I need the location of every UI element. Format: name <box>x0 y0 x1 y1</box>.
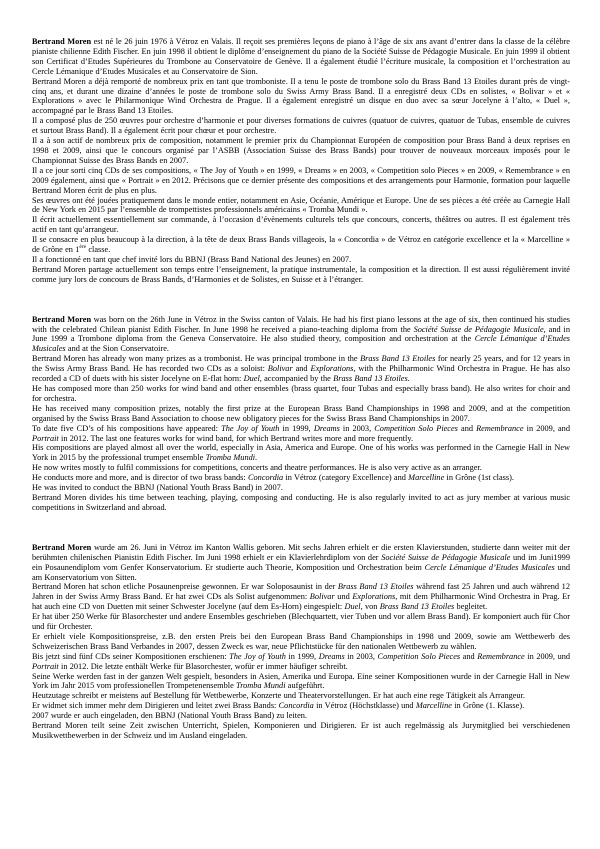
text-segment: He has composed more than 250 works for wind band and other ensembles (brass quartet, four Tubas and especially brass band). He also writes for choir and for orchestra. <box>32 384 570 403</box>
text-segment: was born on the 26th June in Vétroz in the Swiss canton of Valais. He had his first piano lessons at the age of six, then continued his studies with the celebrated Chilean pianist Edith Fischer. In June 1998 he received a piano-teaching diploma from the <box>32 314 570 334</box>
text-segment: und im Juni1999 ein Posaunendiplom vom Genfer Konservatorium. Er studierte auch Theorie, Komposition und Orchestration beim <box>32 552 570 572</box>
bio-paragraph <box>32 473 570 483</box>
bio-paragraph <box>32 612 570 632</box>
text-segment: 2007 wurde er auch eingeladen, den BBNJ (National Youth Brass Band) zu leiten. <box>32 711 307 721</box>
text-segment: Concordia <box>248 473 284 483</box>
text-segment: Portrait <box>32 433 59 443</box>
text-segment: and in June 1999 a Trombone diploma from the Geneva Conservatoire. He also studied theory, composition and orchestration at the <box>32 324 571 344</box>
text-segment: Portrait <box>32 661 59 671</box>
bio-paragraph <box>32 652 570 672</box>
text-segment: He has received many composition prizes, notably the first prize at the European Brass Band Championships in 1998 and 2009, and at the competition organised by the Swiss Brass Band Association to choose new obligatory pieces for the Swiss Brass Band Championships in 2007. <box>32 403 570 423</box>
text-segment: and <box>457 423 477 433</box>
text-segment: est né le 26 juin 1976 à Vétroz en Valais. Il reçoit ses premières leçons de piano à l’âge de six ans avant d’entrer dans la classe de la célèbre pianiste chilienne Edith Fischer. En juin 1998 il obtient le diplôme d’enseignement du piano de la Société Suisse de Pédagogie Musicale. En juin 1999 il obtient son Certificat d’Etudes Supérieures du Trombone au Conservatoire de Genève. Il a également étudié l’écriture musicale, la composition et l’orchestration au Cercle Lémanique d’Etudes Musicales et au Conservatoire de Sion. <box>32 37 570 76</box>
text-segment: wurde am 26. Juni in Vétroz im Kanton Wallis geboren. Mit sechs Jahren erhielt er die ersten Klavierstunden, studierte dann weiter mit der berühmten chilenischen Pianistin Edith Fischer. Im Juni 1998 erhielt er ein Klavierlehrdiplom von der <box>32 542 571 562</box>
text-segment: Il se consacre en plus beaucoup à la direction, à la tête de deux Brass Bands villageois, la « Concordia » de Vétroz en catégorie excellence et la « Marcelline » de Grône en 1 <box>32 235 570 255</box>
text-segment: He now writes mostly to fulfil commissions for competitions, concerts and theatre performances. He is also very active as an arranger. <box>32 463 482 473</box>
text-segment: Cercle Lémanique d’Etudes Musicales <box>424 562 555 572</box>
bio-paragraph <box>32 443 570 463</box>
text-segment: und am Konservatorium von Sitten. <box>32 562 570 582</box>
text-segment: for nearly 25 years, and for 12 years in the Swiss Army Brass Band. He has recorded two CDs as a soloist: <box>32 354 570 374</box>
text-segment: Société Suisse de Pédagogie Musicale <box>381 552 511 562</box>
text-segment: , von <box>360 602 380 612</box>
text-segment: and <box>292 364 311 374</box>
bio-section-english <box>32 315 570 513</box>
text-segment: Société Suisse de Pédagogie Musicale, <box>413 324 546 334</box>
text-segment: Ses œuvres ont été jouées pratiquement dans le monde entier, notamment en Asie, Océanie, Amérique et Europe. Une de ses pièces a été créée au Carnegie Hall de New York en 2015 par l’ensemble de trompettistes professionnels américains « Tromba Mundi ». <box>32 195 570 215</box>
bio-paragraph <box>32 215 570 235</box>
bio-paragraph <box>32 672 570 692</box>
bio-paragraph <box>32 315 570 355</box>
text-segment: Il a fonctionné en tant que chef invité lors du BBNJ (Brass Band National des Jeunes) en 2007. <box>32 254 352 264</box>
text-segment: Competition Solo Pieces <box>377 651 461 661</box>
text-segment: Marcelline <box>408 473 445 483</box>
text-segment: The Joy of Youth <box>229 651 286 661</box>
bio-paragraph <box>32 37 570 77</box>
person-name: Bertrand Moren <box>32 314 92 324</box>
text-segment: in Vétroz (category Excellence) and <box>283 473 409 483</box>
bio-paragraph <box>32 265 570 285</box>
text-segment: und <box>334 592 353 602</box>
text-segment: , accompanied by the <box>259 374 334 384</box>
text-segment: , with the Philharmonic Wind Orchestra in Prague. He has also recorded a CD of duets with his sister Jocelyne on E-flat horn: <box>32 364 571 384</box>
text-segment: . <box>255 453 258 463</box>
text-segment: He conducts more and more, and is director of two brass bands: <box>32 473 248 483</box>
text-segment: Il a à son actif de nombreux prix de composition, notamment le premier prix du Championnat Européen de composition pour Brass Band à deux reprises en 1998 et 2009, ainsi que le concours organisé par l’ASBB (Association Suisse des Brass Bands) pour trouver de nouveaux morceaux imposés pour le Championnat Suisse des Brass Bands en 2007. <box>32 136 570 165</box>
bio-paragraph <box>32 632 570 652</box>
text-segment: Bertrand Moren teilt seine Zeit zwischen Unterricht, Spielen, Komponieren und Dirigieren. Er ist auch regelmässig als Jurymitglied bei verschiedenen Musikwettbewerben in der Schweiz und im Ausland eingeladen. <box>32 721 570 740</box>
text-segment: His compositions are played almost all over the world, especially in Asia, America and Europe. One of his works was performed in the Carnegie Hall in New York in 2015 by the professional trumpet ensemble <box>32 443 570 463</box>
text-segment: begleitet. <box>454 602 488 612</box>
text-segment: Dreams <box>313 423 340 433</box>
text-segment: Explorations <box>310 364 354 374</box>
bio-paragraph <box>32 582 570 612</box>
text-segment: in 2012. Die letzte enthält Werke für Blasorchester, wofür er immer häufiger schreibt. <box>58 661 348 671</box>
bio-paragraph <box>32 463 570 473</box>
text-segment: in 2009, and <box>523 423 570 433</box>
text-segment: Bertrand Moren a déjà remporté de nombreux prix en tant que tromboniste. Il a tenu le poste de trombone solo du Brass Band 13 Etoiles durant près de vingt-cinq ans, et durant une dizaine d’années le poste de trombone solo du Swiss Army Brass Band. Il a enregistré deux CDs en solistes, « Bolivar » et « Explorations » avec le Philarmonique Wind Orchestra de Prague. Il a également enregistré un disque en duo avec sa sœur Jocelyne à l’alto, « Duel », accompagné par le Brass Band 13 Etoiles. <box>32 76 570 116</box>
text-segment: To date five CD’s of his compositions have appeared: <box>32 423 222 433</box>
text-segment: Er widmet sich immer mehr dem Dirigieren und leitet zwei Brass Bands: <box>32 701 279 711</box>
text-segment: aufgeführt. <box>285 681 325 691</box>
text-segment: in 2003, <box>339 423 375 433</box>
text-segment: Il a ce jour sorti cinq CDs de ses compositions, « The Joy of Youth » en 1999, « Dreams » en 2003, « Competition solo Pieces » en 2009, « Remembrance » en 2009 également, ainsi que « Portrait » en 2012. Précisons que ce dernier présente des compositions et des arrangements pour Harmonie, formation pour laquelle Bertrand Moren écrit de plus en plus. <box>32 165 570 195</box>
text-segment: Brass Band 13 Etoiles. <box>333 374 410 384</box>
text-segment: in 2009, und <box>524 651 571 661</box>
text-segment: Er hat über 250 Werke für Blasorchester und andere Ensembles geschrieben (Blechquartett, vier Tuben und vor allem Brass Band). Er komponiert auch für Chor und für Orchester. <box>32 612 570 632</box>
text-segment: Marcelline <box>415 701 452 711</box>
text-segment: in 2012. The last one features works for wind band, for which Bertrand writes more and more frequently. <box>58 433 414 443</box>
bio-section-german <box>32 543 570 741</box>
text-segment: Remembrance <box>477 651 525 661</box>
bio-paragraph <box>32 701 570 711</box>
text-segment: Brass Band 13 Etoiles <box>337 582 414 592</box>
bio-paragraph <box>32 354 570 384</box>
bio-paragraph <box>32 404 570 424</box>
text-segment: Cercle Lémanique d’Etudes Musicales <box>32 334 570 354</box>
text-segment: and at the Sion Conservatoire. <box>65 344 169 354</box>
text-segment: Dreams <box>318 651 345 661</box>
text-segment: in Vétroz (Höchstklasse) und <box>313 701 416 711</box>
text-segment: Bolivar <box>267 364 293 374</box>
bio-paragraph <box>32 543 570 583</box>
bio-paragraph <box>32 721 570 741</box>
text-segment: , mit dem Philharmonic Wind Orchestra in Prag. Er hat auch eine CD von Duetten mit seiner Schwester Jocelyne (auf dem Es-Horn) eingespielt: <box>32 592 570 612</box>
text-segment: Il écrit actuellement essentiellement sur commande, à l’occasion d’évènements culturels tels que concours, concerts, théâtres ou autres. Il est également très actif en tant qu’arrangeur. <box>32 215 570 235</box>
text-segment: Il a composé plus de 250 œuvres pour orchestre d’harmonie et pour diverses formations de cuivres (quatuor de cuivres, quatuor de Tubas, ensemble de cuivres et surtout Brass Band). Il a également écrit pour chœur et pour orchestre. <box>32 116 570 136</box>
text-segment: Heutzutage schreibt er meistens auf Bestellung für Wettbewerbe, Konzerte und Theatervorstellungen. Er hat auch eine rege Tätigkeit als Arrangeur. <box>32 691 525 701</box>
bio-paragraph <box>32 691 570 701</box>
bio-paragraph <box>32 384 570 404</box>
text-segment: Bis jetzt sind fünf CDs seiner Kompositionen erschienen: <box>32 651 230 661</box>
text-segment: He was invited to conduct the BBNJ (National Youth Brass Band) in 2007. <box>32 483 283 493</box>
text-segment: Bertrand Moren divides his time between teaching, playing, composing and conducting. He is also regularly invited to act as jury member at various music competitions in Switzerland and abroad. <box>32 492 570 512</box>
text-segment: in 2003, <box>344 651 378 661</box>
text-segment: in 1999, <box>285 651 319 661</box>
bio-paragraph <box>32 711 570 721</box>
document-text <box>32 37 570 741</box>
bio-paragraph <box>32 235 570 255</box>
text-segment: Bertrand Moren has already won many prizes as a trombonist. He was principal trombone in the <box>32 354 361 364</box>
person-name: Bertrand Moren <box>32 37 92 46</box>
text-segment: Explorations <box>352 592 396 602</box>
text-segment: in Grône (1st class). <box>444 473 514 483</box>
person-name: Bertrand Moren <box>32 542 92 552</box>
text-segment: Competition Solo Pieces <box>374 423 458 433</box>
text-segment: in Grône (1. Klasse). <box>451 701 525 711</box>
bio-paragraph <box>32 116 570 136</box>
text-segment: Tromba Mundi <box>236 681 286 691</box>
text-segment: Tromba Mundi <box>205 453 256 463</box>
text-segment: Seine Werke werden fast in der ganzen Welt gespielt, besonders in Asien, Amerika und Europa. Eine seiner Kompositionen wurde in der Carnegie Hall in New York im Jahr 2015 vom professionellen Trompetenensemble <box>32 671 570 691</box>
text-segment: in 1999, <box>279 423 314 433</box>
text-segment: Concordia <box>278 701 314 711</box>
text-segment: Brass Band 13 Etoiles <box>379 602 455 612</box>
bio-paragraph <box>32 255 570 265</box>
text-segment: Duel <box>243 374 260 384</box>
text-segment: ère <box>79 244 87 251</box>
text-segment: Remembrance <box>476 423 524 433</box>
bio-paragraph <box>32 136 570 166</box>
text-segment: classe. <box>86 245 111 255</box>
text-segment: Duel <box>344 602 361 612</box>
bio-paragraph <box>32 483 570 493</box>
text-segment: Bolivar <box>309 592 335 602</box>
bio-paragraph <box>32 77 570 117</box>
text-segment: während fast 25 Jahren und auch während 12 Jahren in der Swiss Army Brass Band. Er hat zwei CDs als Solist aufgenommen: <box>32 582 570 602</box>
bio-section-french <box>32 37 570 285</box>
bio-paragraph <box>32 424 570 444</box>
bio-paragraph <box>32 196 570 216</box>
bio-paragraph <box>32 166 570 196</box>
text-segment: The Joy of Youth <box>221 423 280 433</box>
bio-paragraph <box>32 493 570 513</box>
text-segment: and <box>460 651 478 661</box>
text-segment: Bertrand Moren partage actuellement son temps entre l’enseignement, la pratique instrumentale, la composition et la direction. Il est aussi régulièrement invité comme jury lors de concours de Brass Bands, d’Harmonies et de Solistes, en Suisse et à l’étranger. <box>32 264 570 284</box>
text-segment: Bertrand Moren hat schon etliche Posaunenpreise gewonnen. Er war Soloposaunist in der <box>32 582 338 592</box>
text-segment: Er erhielt viele Kompositionspreise, z.B. den ersten Preis bei den European Brass Band Championships in 1998 und 2009, sowie am Wettbewerb des Schweizerischen Brass Band Verbandes in 2007, dessen Zweck es war, neue Pflichtstücke für den nationalen Wettbewerb zu wählen. <box>32 631 570 651</box>
text-segment: Brass Band 13 Etoiles <box>360 354 436 364</box>
